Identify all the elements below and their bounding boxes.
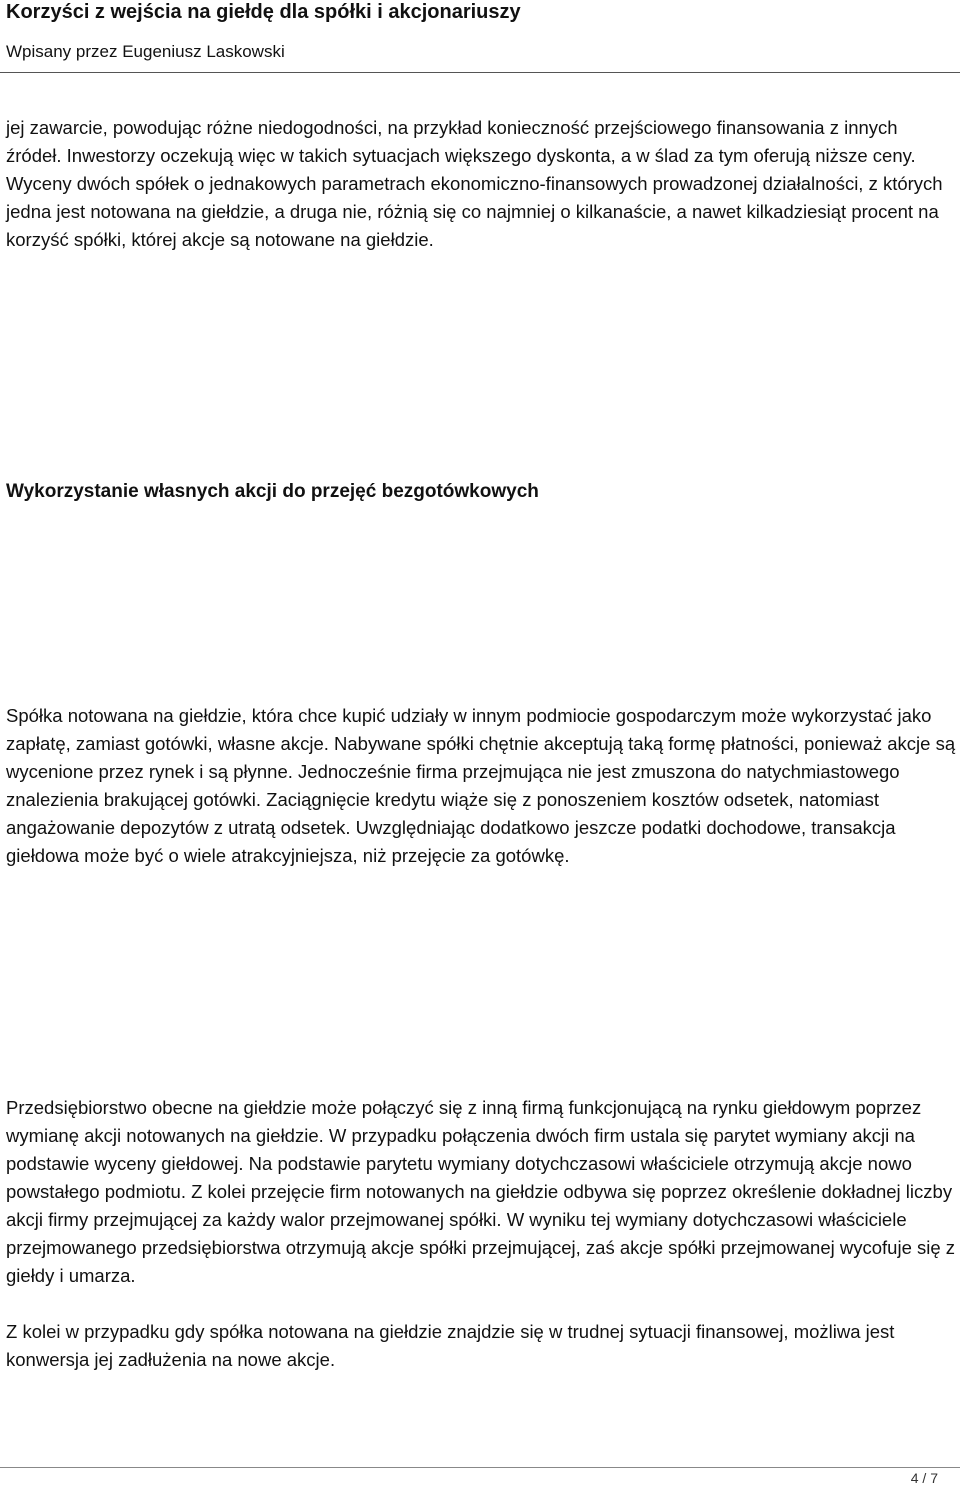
body-paragraph: Z kolei w przypadku gdy spółka notowana na giełdzie znajdzie się w trudnej sytuacji finansowej, możliwa jest konwersja jej zadłużenia na nowe akcje.: [6, 1321, 895, 1370]
body-paragraph: Przedsiębiorstwo obecne na giełdzie może połączyć się z inną firmą funkcjonującą na rynku giełdowym poprzez wymianę akcji notowanych na giełdzie. W przypadku połączenia dwóch firm ustala się parytet wymiany akcji na podstawie wyceny giełdowej. Na podstawie parytetu wymiany dotychczasowi właściciele otrzymują akcje nowo powstałego podmiotu. Z kolei przejęcie firm notowanych na giełdzie odbywa się poprzez określenie dokładnej liczby akcji firmy przejmującej za każdy walor przejmowanej spółki. W wyniku tej wymiany dotychczasowi właściciele przejmowanego przedsiębiorstwa otrzymują akcje spółki przejmującej, zaś akcje spółki przejmowanej wycofuje się z giełdy i umarza.: [6, 1097, 956, 1286]
document-title: Korzyści z wejścia na giełdę dla spółki i akcjonariuszy: [6, 1, 521, 23]
body-paragraph: Spółka notowana na giełdzie, która chce kupić udziały w innym podmiocie gospodarczym może wykorzystać jako zapłatę, zamiast gotówki, własne akcje. Nabywane spółki chętnie akceptują taką formę płatności, ponieważ akcje są wycenione przez rynek i są płynne. Jednocześnie firma przejmująca nie jest zmuszona do natychmiastowego znalezienia brakującej gotówki. Zaciągnięcie kredytu wiąże się z ponoszeniem kosztów odsetek, natomiast angażowanie depozytów z utratą odsetek. Uwzględniając dodatkowo jeszcze podatki dochodowe, transakcja giełdowa może być o wiele atrakcyjniejsza, niż przejęcie za gotówkę.: [6, 705, 956, 866]
document-author: Wpisany przez Eugeniusz Laskowski: [6, 42, 285, 61]
body-paragraph: jej zawarcie, powodując różne niedogodności, na przykład konieczność przejściowego finansowania z innych źródeł. Inwestorzy oczekują więc w takich sytuacjach większego dyskonta, a w ślad za tym oferują niższe ceny. Wyceny dwóch spółek o jednakowych parametrach ekonomiczno-finansowych prowadzonej działalności, z których jedna jest notowana na giełdzie, a druga nie, różnią się co najmniej o kilkanaście, a nawet kilkadziesiąt procent na korzyść spółki, której akcje są notowane na giełdzie.: [6, 117, 943, 250]
document-header: [0, 0, 960, 73]
page-number: 4 / 7: [910, 1470, 938, 1486]
section-heading: Wykorzystanie własnych akcji do przejęć bezgotówkowych: [6, 481, 539, 502]
footer-divider: [0, 1467, 960, 1468]
